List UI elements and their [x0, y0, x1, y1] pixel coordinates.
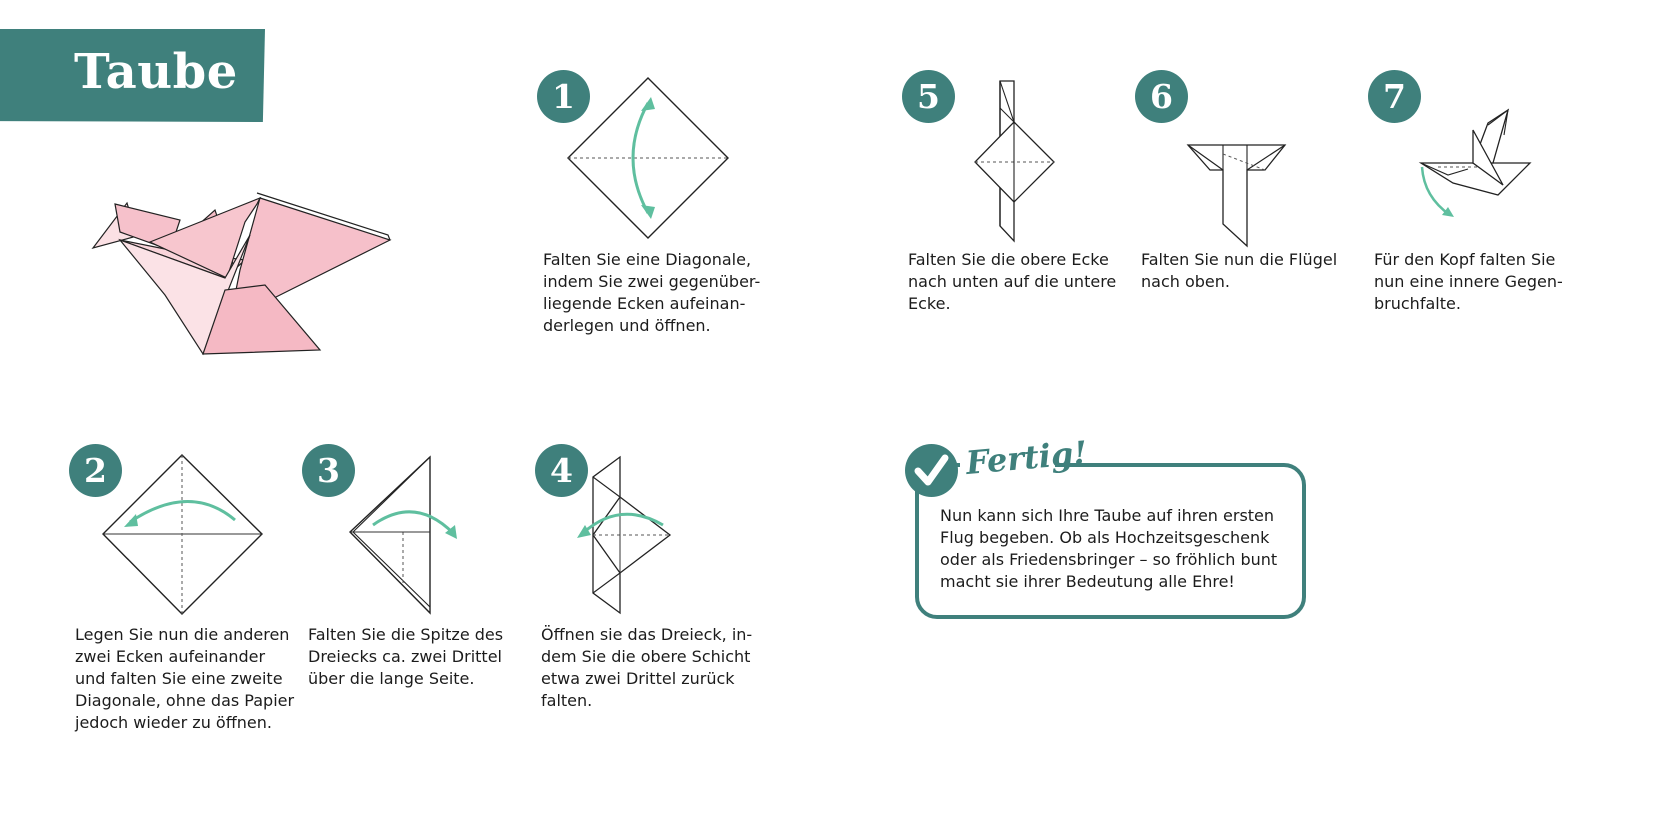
- step-3-text: Falten Sie die Spitze des Dreiecks ca. zwei Drittel über die lange Seite.: [308, 625, 504, 688]
- step-3-badge: 3: [302, 444, 355, 497]
- finish-title: Fertig!: [964, 433, 1089, 482]
- step-7-badge: 7: [1368, 70, 1421, 123]
- step-1-diagram: [563, 75, 733, 245]
- page-title: Taube: [74, 44, 238, 100]
- origami-dove-illustration: [85, 190, 405, 365]
- step-5-diagram: [972, 78, 1062, 243]
- step-7-text: Für den Kopf falten Sie nun eine innere Gegen- bruchfalte.: [1374, 250, 1563, 313]
- step-4-diagram: [575, 455, 675, 615]
- step-2-diagram: [100, 452, 265, 617]
- step-4-badge: 4: [535, 444, 588, 497]
- step-5-badge: 5: [902, 70, 955, 123]
- step-5-text: Falten Sie die obere Ecke nach unten auf die untere Ecke.: [908, 250, 1117, 313]
- step-6-diagram: [1185, 140, 1290, 250]
- step-4-text: Öffnen sie das Dreieck, in- dem Sie die obere Schicht etwa zwei Drittel zurück falten.: [541, 625, 753, 710]
- step-1-text: Falten Sie eine Diagonale, indem Sie zwei gegenüber- liegende Ecken aufeinan- derlegen und öffnen.: [543, 250, 761, 335]
- step-3-diagram: [345, 455, 465, 615]
- step-2-text: Legen Sie nun die anderen zwei Ecken aufeinander und falten Sie eine zweite Diagonale, ohne das Papier jedoch wieder zu öffnen.: [75, 625, 295, 732]
- checkmark-icon: [905, 444, 958, 497]
- step-1-badge: 1: [537, 70, 590, 123]
- finish-text: Nun kann sich Ihre Taube auf ihren ersten Flug begeben. Ob als Hochzeitsgeschenk oder als Friedensbringer – so fröhlich bunt macht sie ihrer Bedeutung alle Ehre!: [940, 506, 1278, 591]
- step-2-badge: 2: [69, 444, 122, 497]
- step-6-text: Falten Sie nun die Flügel nach oben.: [1141, 250, 1338, 291]
- step-6-badge: 6: [1135, 70, 1188, 123]
- step-7-diagram: [1418, 105, 1538, 223]
